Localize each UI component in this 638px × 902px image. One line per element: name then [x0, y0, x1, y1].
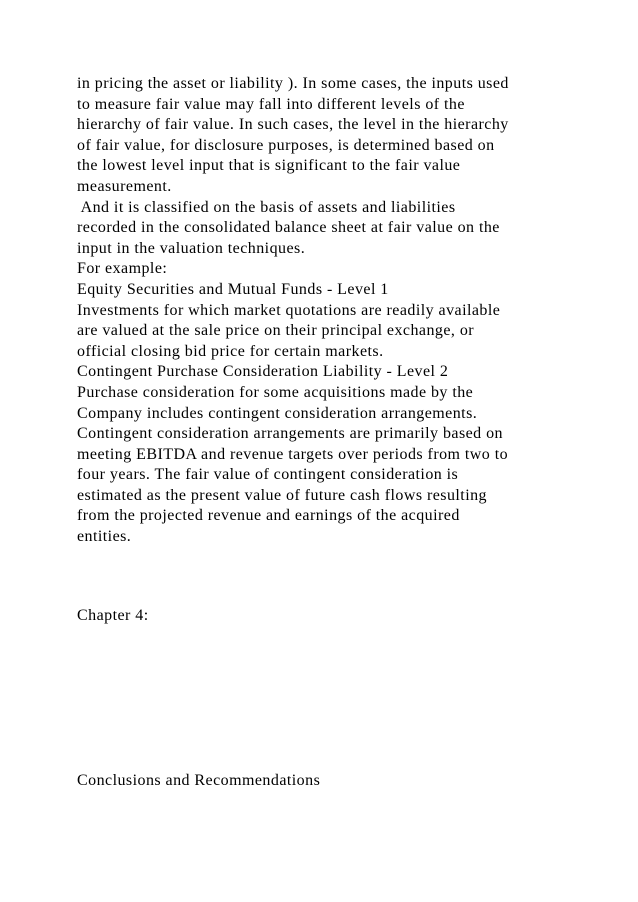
text-line: Purchase consideration for some acquisitions made by the: [77, 383, 474, 401]
text-line: entities.: [77, 528, 132, 546]
text-line: Company includes contingent consideration arrangements.: [77, 404, 478, 422]
text-line: of fair value, for disclosure purposes, is determined based on: [77, 136, 495, 154]
text-line: input in the valuation techniques.: [77, 239, 306, 257]
text-line: measurement.: [77, 177, 172, 195]
text-line: For example:: [77, 260, 168, 278]
text-line: are valued at the sale price on their principal exchange, or: [77, 322, 475, 340]
text-line: hierarchy of fair value. In such cases, the level in the hierarchy: [77, 116, 509, 134]
text-line: meeting EBITDA and revenue targets over periods from two to: [77, 445, 509, 463]
text-line: estimated as the present value of future cash flows resulting: [77, 486, 487, 504]
text-line: official closing bid price for certain markets.: [77, 342, 384, 360]
text-line: four years. The fair value of contingent consideration is: [77, 466, 459, 484]
text-line: the lowest level input that is significant to the fair value: [77, 157, 461, 175]
text-line: from the projected revenue and earnings of the acquired: [77, 507, 460, 525]
text-line: to measure fair value may fall into different levels of the: [77, 95, 465, 113]
section-heading: Conclusions and Recommendations: [77, 772, 321, 789]
text-line: Equity Securities and Mutual Funds - Level 1: [77, 280, 389, 298]
text-line: Contingent consideration arrangements are primarily based on: [77, 425, 503, 443]
text-line: Investments for which market quotations are readily available: [77, 301, 501, 319]
body-text: [77, 74, 607, 548]
text-line: Contingent Purchase Consideration Liability - Level 2: [77, 363, 449, 381]
chapter-heading: Chapter 4:: [77, 607, 149, 624]
text-line: And it is classified on the basis of assets and liabilities: [77, 198, 456, 216]
text-line: recorded in the consolidated balance sheet at fair value on the: [77, 219, 500, 237]
text-line: in pricing the asset or liability ). In some cases, the inputs used: [77, 75, 509, 92]
